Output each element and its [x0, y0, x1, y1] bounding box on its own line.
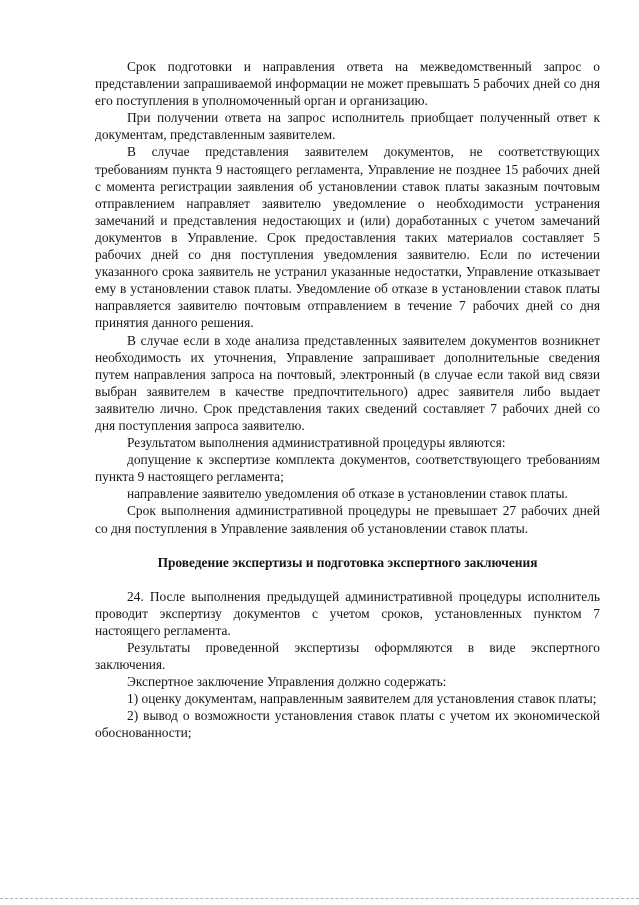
paragraph-result-admission: допущение к экспертизе комплекта документов, соответствующего требованиям пункта 9 настоящего регламента;: [95, 452, 600, 485]
paragraph-documents-not-compliant: В случае представления заявителем документов, не соответствующих требованиям пункта 9 настоящего регламента, Управление не позднее 15 рабочих дней с момента регистрации заявления об установлении ставок платы заказным почтовым отправлением направляет заявителю уведомление о необходимости устранения замечаний и представления недостающих и (или) доработанных с учетом замечаний документов в Управление. Срок предоставления таких материалов составляет 5 рабочих дней со дня поступления уведомления заявителю. Если по истечении указанного срока заявитель не устранил указанные недостатки, Управление отказывает ему в установлении ставок платы. Уведомление об отказе в установлении ставок платы направляется заявителю почтовым отправлением в течение 7 рабочих дней со дня принятия данного решения.: [95, 144, 600, 331]
paragraph-response-attached: При получении ответа на запрос исполнитель приобщает полученный ответ к документам, представленным заявителем.: [95, 110, 600, 143]
paragraph-clarification-request: В случае если в ходе анализа представленных заявителем документов возникнет необходимость их уточнения, Управление запрашивает дополнительные сведения путем направления запроса на почтовый, электронный (в случае если такой вид связи выбран заявителем в качестве предпочтительного) адрес заявителя либо выдает заявителю лично. Срок представления таких сведений составляет 7 рабочих дней со дня поступления запроса заявителю.: [95, 332, 600, 433]
paragraph-response-deadline: Срок подготовки и направления ответа на межведомственный запрос о представлении запрашиваемой информации не может превышать 5 рабочих дней со дня его поступления в уполномоченный орган и организацию.: [95, 59, 600, 109]
document-page: [95, 58, 600, 742]
paragraph-result-refusal: направление заявителю уведомления об отказе в установлении ставок платы.: [127, 486, 568, 502]
section-heading: Проведение экспертизы и подготовка экспертного заключения: [157, 554, 538, 570]
list-item-1: 1) оценку документам, направленным заявителем для установления ставок платы;: [127, 691, 597, 707]
paragraph-item-24: 24. После выполнения предыдущей административной процедуры исполнитель проводит экспертизу документов с учетом сроков, установленных пунктом 7 настоящего регламента.: [95, 588, 600, 638]
section-spacer: [95, 537, 600, 554]
paragraph-conclusion-contents: Экспертное заключение Управления должно содержать:: [127, 674, 447, 690]
page-bottom-rule: [0, 898, 639, 899]
paragraph-expertise-results: Результаты проведенной экспертизы оформляются в виде экспертного заключения.: [95, 640, 600, 673]
list-item-2: 2) вывод о возможности установления ставок платы с учетом их экономической обоснованности;: [95, 708, 600, 741]
paragraph-procedure-result: Результатом выполнения административной процедуры являются:: [127, 435, 506, 451]
section-spacer: [95, 571, 600, 588]
paragraph-procedure-term: Срок выполнения административной процедуры не превышает 27 рабочих дней со дня поступления в Управление заявления об установлении ставок платы.: [95, 503, 600, 536]
